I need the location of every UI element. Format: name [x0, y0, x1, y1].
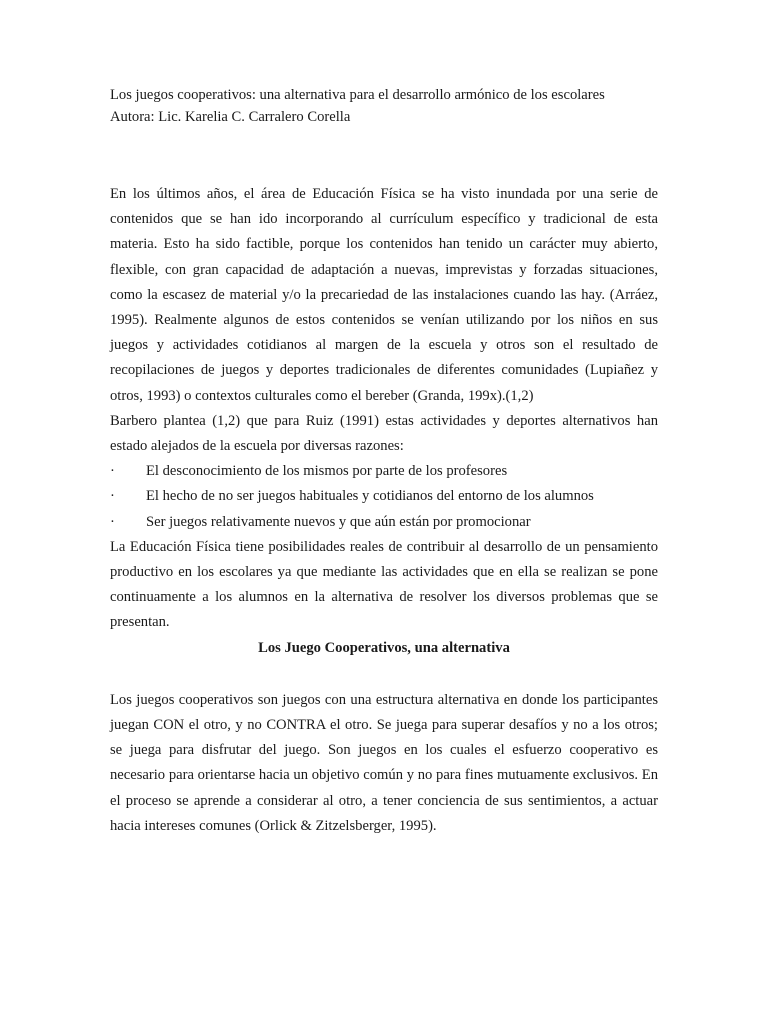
paragraph-educacion-fisica: La Educación Física tiene posibilidades reales de contribuir al desarrollo de un pensamiento productivo en los escolares ya que mediante las actividades que en ella se realizan se pone continuamente a los alumnos en la alternativa de resolver los diversos problemas que se presentan. [110, 538, 658, 631]
list-item-text: El hecho de no ser juegos habituales y cotidianos del entorno de los alumnos [146, 488, 594, 505]
paragraph-barbero: Barbero plantea (1,2) que para Ruiz (1991) estas actividades y deportes alternativos han estado alejados de la escuela por diversas razones: [110, 412, 658, 455]
paragraph-intro: En los últimos años, el área de Educación Física se ha visto inundada por una serie de contenidos que se han ido incorporando al currículum específico y tradicional de esta materia. Esto ha sido factible, porque los contenidos han tenido un carácter muy abierto, flexible, con gran capacidad de adaptación a nuevas, imprevistas y forzadas situaciones, como la escasez de material y/o la precariedad de las instalaciones cuando las hay. (Arráez, 1995). Realmente algunos de estos contenidos se venían utilizando por los niños en sus juegos y actividades cotidianos al margen de la escuela y otros son el resultado de recopilaciones de juegos y deportes tradicionales de diferentes comunidades (Lupiañez y otros, 1993) o contextos culturales como el bereber (Granda, 199x).(1,2) [110, 186, 658, 404]
document-body [110, 182, 658, 839]
list-item [110, 484, 658, 509]
bullet-marker: · [110, 463, 115, 480]
section-heading: Los Juego Cooperativos, una alternativa [258, 639, 510, 656]
list-item [110, 510, 658, 535]
paragraph-spacer [110, 661, 658, 688]
list-item [110, 459, 658, 484]
bullet-marker: · [110, 488, 115, 505]
paragraph-juegos-cooperativos: Los juegos cooperativos son juegos con una estructura alternativa en donde los participantes juegan CON el otro, y no CONTRA el otro. Se juega para superar desafíos y no a los otros; se juega para disfrutar del juego. Son juegos en los cuales el esfuerzo cooperativo es necesario para orientarse hacia un objetivo común y no para fines mutuamente exclusivos. En el proceso se aprende a considerar al otro, a tener conciencia de sus sentimientos, a actuar hacia intereses comunes (Orlick & Zitzelsberger, 1995). [110, 691, 658, 834]
list-item-text: El desconocimiento de los mismos por parte de los profesores [146, 463, 508, 480]
document-title: Los juegos cooperativos: una alternativa para el desarrollo armónico de los escolares [110, 87, 605, 103]
document-author: Autora: Lic. Karelia C. Carralero Corella [110, 109, 351, 125]
document-header [110, 84, 670, 128]
list-item-text: Ser juegos relativamente nuevos y que aún están por promocionar [146, 513, 531, 530]
bullet-marker: · [110, 513, 115, 530]
